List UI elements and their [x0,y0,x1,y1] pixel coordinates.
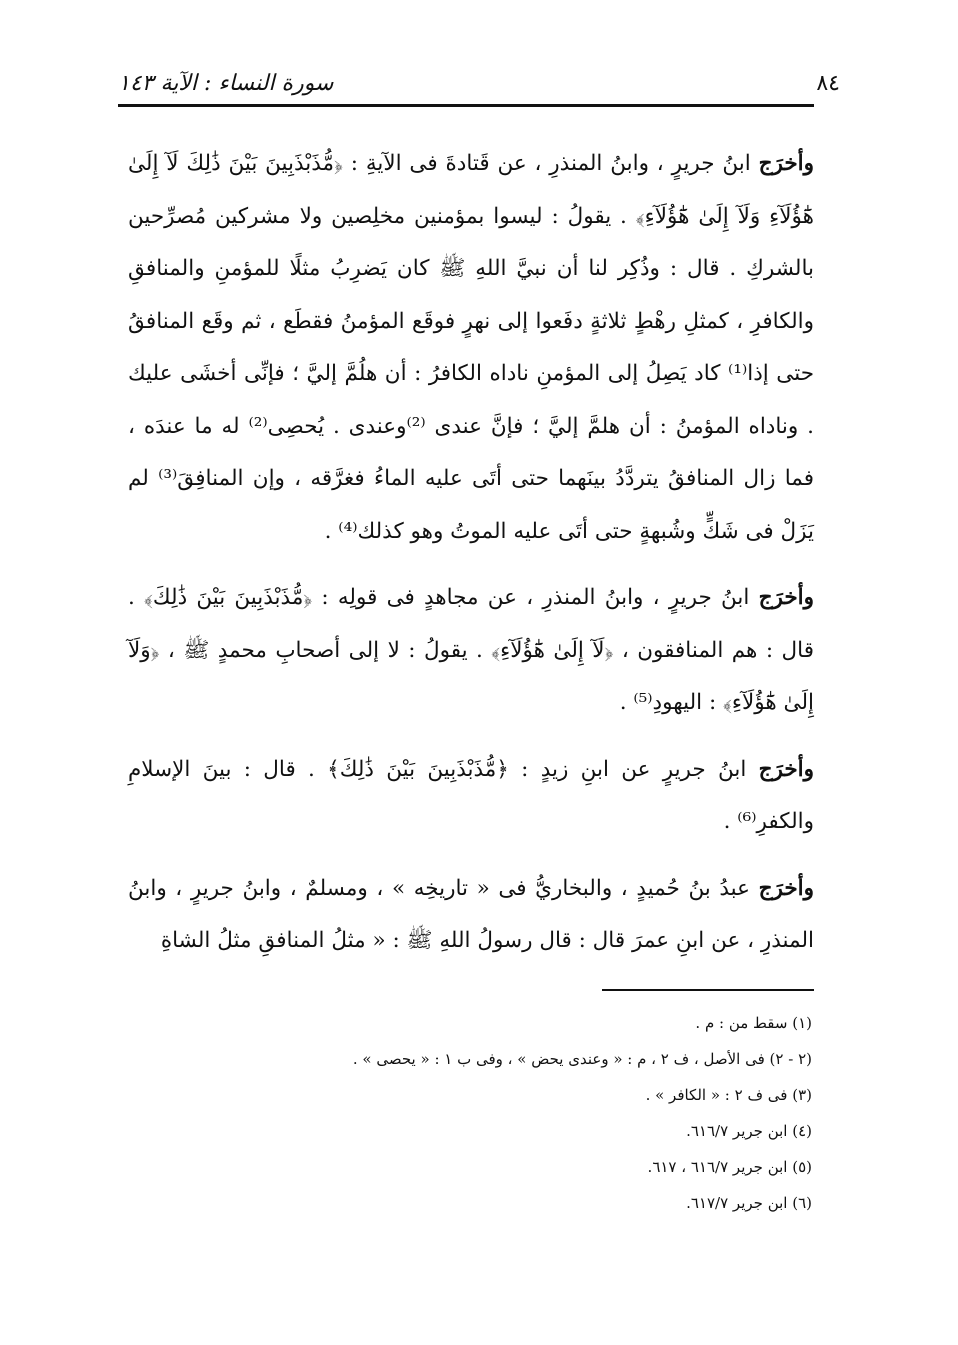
paragraph [128,863,814,968]
footnote-rule [602,989,814,991]
footnote: (٢ - ٢) فى الأصل ، ف ٢ ، م : « وعندى يحض » ، وفى ب ١ : « يحصى » . [352,1050,812,1068]
paragraph-text: ابنُ جريرٍ ، وابنُ المنذرِ ، عن قَتادةَ فى الآيةِ : ﴿مُّذَبْذَبِينَ بَيْنَ ذَٰلِكَ لَآ إِلَىٰ هَٰٓؤُلَآءِ وَلَآ إِلَىٰ هَٰٓؤُلَآءِ﴾ . يقولُ : ليسوا بمؤمنين مخلِصين ولا مشركين مُصرِّحين بالشركِ . قال : وذُكِر لنا أن نبيَّ اللهِ ﷺ كان يَضرِبُ مثلًا للمؤمنِ والمنافقِ والكافرِ ، كمثلِ رهْطٍ ثلاثةٍ دفَعوا إلى نهرٍ فوقَع المؤمنُ فقطَع ، ثم وقَع المنافقُ حتى إذا⁽¹⁾ كاد يَصِلُ إلى المؤمنِ ناداه الكافرُ : أن هلُمَّ إليَّ ؛ فإنِّى أخشَى عليك . وناداه المؤمنُ : أن هلمَّ إليَّ ؛ فإنَّ عندى ⁽²⁾وعندى . يُحصِى⁽²⁾ له ما عندَه ، فما زال المنافقُ يتردَّدُ بينَهما حتى أتَى عليه الماءُ فغرَّقه ، وإن المنافِقَ⁽³⁾ لم يَزَلْ فى شَكٍّ وشُبهةٍ حتى أتَى عليه الموتُ وهو كذلك⁽⁴⁾ . [128,151,814,544]
paragraph-lead: وأخرَج [758,585,814,610]
footnote: (٤) ابن جرير ٦١٦/٧. [686,1122,812,1140]
paragraph [128,572,814,730]
footnote: (٣) فى ف ٢ : « الكافر » . [645,1086,812,1104]
footnote: (٥) ابن جرير ٦١٦/٧ ، ٦١٧. [647,1158,812,1176]
paragraph-lead: وأخرَج [758,151,815,176]
footnote: (١) سقط من : م . [695,1014,812,1032]
paragraph-text: ابنُ جريرٍ عن ابنِ زيدٍ : ﴿مُّذَبْذَبِينَ بَيْنَ ذَٰلِكَ﴾ . قال : بينَ الإسلامِ والكفرِ⁽⁶⁾ . [128,756,814,834]
footnote: (٦) ابن جرير ٦١٧/٧. [686,1194,812,1212]
paragraph [128,744,814,849]
running-title: سورة النساء : الآية ١٤٣ [118,71,334,96]
main-text [128,138,814,982]
paragraph-text: ابنُ جريرٍ ، وابنُ المنذرِ ، عن مجاهدٍ فى قولِه : ﴿مُّذَبْذَبِينَ بَيْنَ ذَٰلِكَ﴾ . قال : هم المنافقون ، ﴿لَآ إِلَىٰ هَٰٓؤُلَآءِ﴾ . يقولُ : لا إلى أصحابِ محمدٍ ﷺ ، ﴿وَلَآ إِلَىٰ هَٰٓؤُلَآءِ﴾ : اليهودِ⁽⁵⁾ . [128,585,814,715]
paragraph-lead: وأخرَج [758,875,814,901]
header-rule [118,104,814,107]
page-number: ٨٤ [816,71,840,96]
page-header [118,56,840,96]
footnotes [240,1005,812,1221]
paragraph-text: عبدُ بنُ حُميدٍ ، والبخاريُّ فى « تاريخِه » ، ومسلمٌ ، وابنُ جريرٍ ، وابنُ المنذرِ ، عن ابنِ عمرَ قال : قال رسولُ اللهِ ﷺ : « مثلُ المنافقِ مثلُ الشاةِ [128,875,814,953]
paragraph-lead: وأخرَج [758,756,814,782]
paragraph [128,138,814,558]
